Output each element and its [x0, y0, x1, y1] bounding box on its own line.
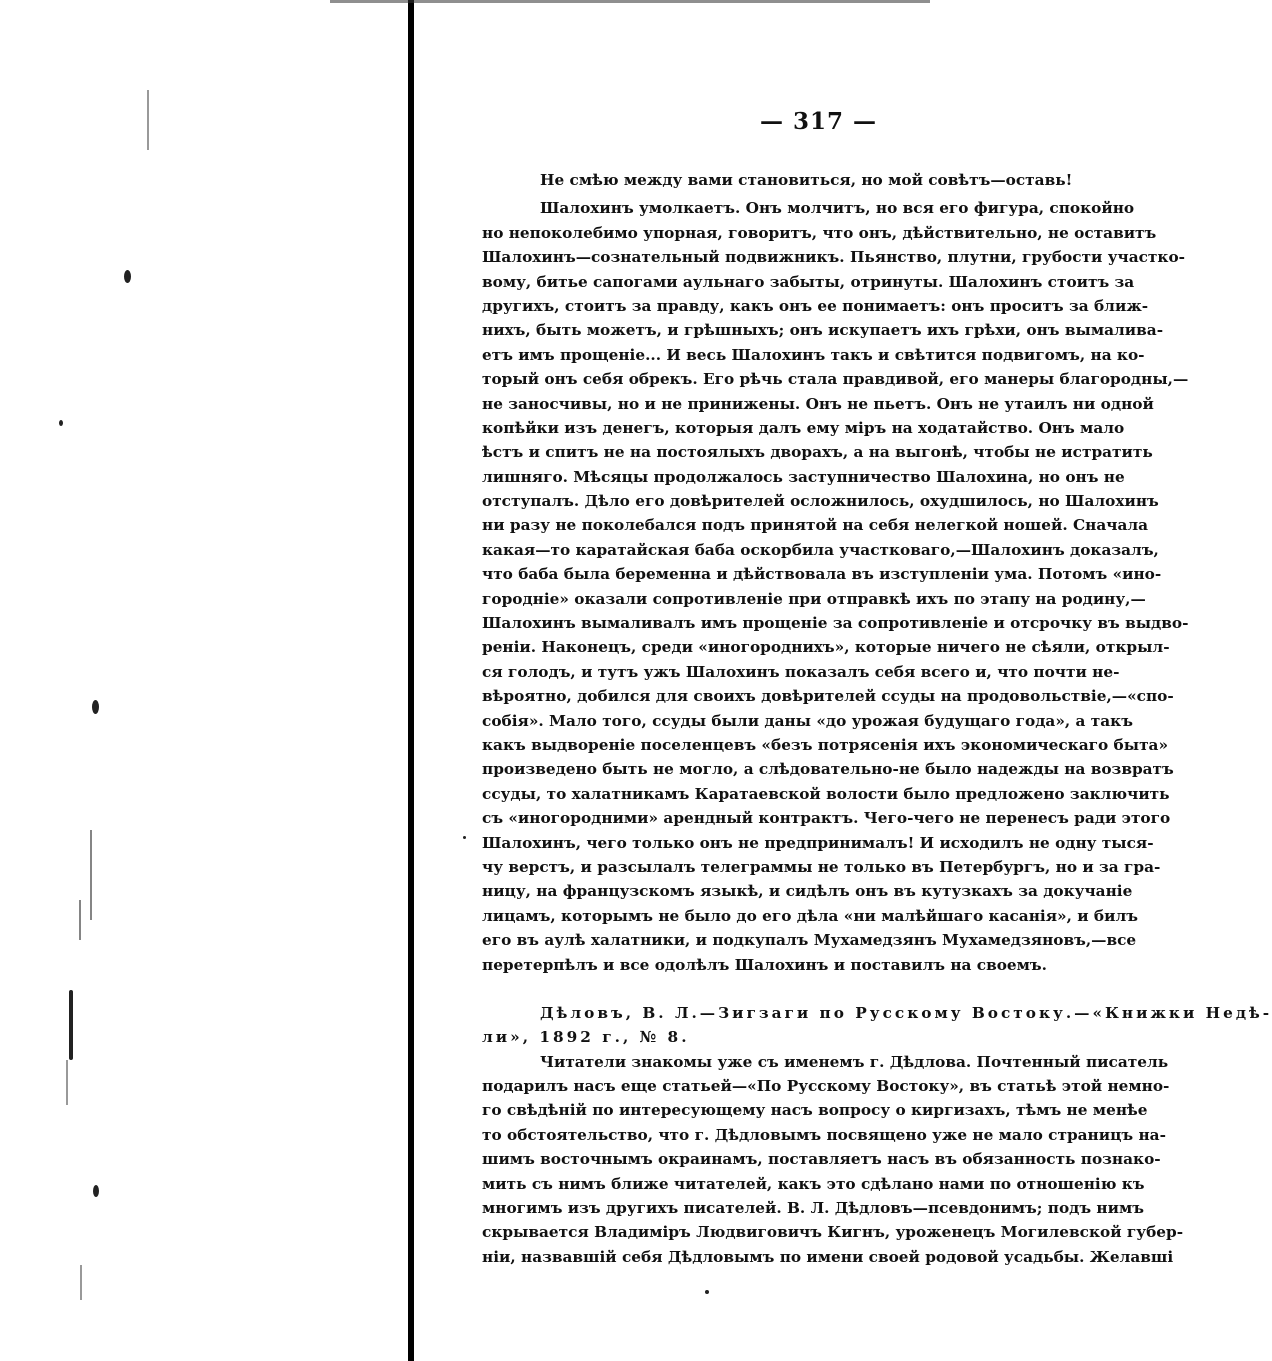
scan-speck: [93, 1185, 99, 1197]
text-line: многимъ изъ другихъ писателей. В. Л. Дѣдловъ—псевдонимъ; подъ нимъ: [482, 1199, 1144, 1218]
text-line: что баба была беременна и дѣйствовала въ изступленіи ума. Потомъ «ино-: [482, 565, 1162, 584]
text-line: какъ выдвореніе поселенцевъ «безъ потрясенія ихъ экономическаго быта»: [482, 735, 1169, 754]
text-line: перетерпѣлъ и все одолѣлъ Шалохинъ и поставилъ на своемъ.: [482, 955, 1047, 974]
text-line: то обстоятельство, что г. Дѣдловымъ посвящено уже не мало страницъ на-: [482, 1125, 1166, 1144]
text-line: нихъ, быть можетъ, и грѣшныхъ; онъ искупаетъ ихъ грѣхи, онъ вымалива-: [482, 321, 1164, 340]
text-line: торый онъ себя обрекъ. Его рѣчь стала правдивой, его манеры благородны,—: [482, 370, 1189, 389]
text-line: ѣстъ и спитъ не на постоялыхъ дворахъ, а на выгонѣ, чтобы не истратить: [482, 443, 1153, 462]
text-line: какая—то каратайская баба оскорбила участковаго,—Шалохинъ доказалъ,: [482, 540, 1159, 559]
text-line: копѣйки изъ денегъ, которыя далъ ему міръ на ходатайство. Онъ мало: [482, 418, 1125, 437]
text-line: чу верстъ, и разсылалъ телеграммы не только въ Петербургъ, но и за гра-: [482, 857, 1161, 876]
scan-streak: [66, 1060, 68, 1105]
top-scan-edge: [330, 0, 930, 3]
text-line: Шалохинъ вымаливалъ имъ прощеніе за сопротивленіе и отсрочку въ выдво-: [482, 614, 1189, 633]
text-line: реніи. Наконецъ, среди «иногороднихъ», которые ничего не сѣяли, открыл-: [482, 638, 1170, 657]
scan-streak: [147, 90, 149, 150]
text-line: съ «иногородними» арендный контрактъ. Чего-чего не перенесъ ради этого: [482, 809, 1171, 828]
scan-streak: [90, 830, 92, 920]
text-line: шимъ восточнымъ окраинамъ, поставляетъ насъ въ обязанность познако-: [482, 1150, 1161, 1169]
text-line: не заносчивы, но и не принижены. Онъ не пьетъ. Онъ не утаилъ ни одной: [482, 394, 1154, 413]
text-line: Не смѣю между вами становиться, но мой совѣтъ—оставь!: [540, 171, 1073, 189]
text-line: ссуды, то халатникамъ Каратаевской волости было предложено заключить: [482, 784, 1170, 803]
citation-line: Дѣловъ, В. Л.—Зигзаги по Русскому Востоку.—«Книжки Недѣ-: [540, 1003, 1272, 1022]
scan-speck: [59, 420, 63, 426]
text-line: другихъ, стоитъ за правду, какъ онъ ее понимаетъ: онъ проситъ за ближ-: [482, 296, 1149, 315]
text-line: вѣроятно, добился для своихъ довѣрителей ссуды на продовольствіе,—«спо-: [482, 687, 1174, 706]
text-line: ся голодъ, и тутъ ужъ Шалохинъ показалъ себя всего и, что почти не-: [482, 662, 1120, 681]
text-line: Шалохинъ умолкаетъ. Онъ молчитъ, но вся его фигура, спокойно: [540, 199, 1135, 218]
text-line: лицамъ, которымъ не было до его дѣла «ни малѣйшаго касанія», и билъ: [482, 906, 1138, 925]
text-line: подарилъ насъ еще статьей—«По Русскому Востоку», въ статьѣ этой немно-: [482, 1077, 1170, 1096]
book-binding-edge: [408, 0, 414, 1361]
text-line: Читатели знакомы уже съ именемъ г. Дѣдлова. Почтенный писатель: [540, 1052, 1169, 1071]
text-line: вому, битье сапогами аульнаго забыты, отринуты. Шалохинъ стоитъ за: [482, 272, 1135, 291]
scan-speck: [69, 990, 73, 1060]
text-line: скрывается Владиміръ Людвиговичъ Кигнъ, уроженецъ Могилевской губер-: [482, 1223, 1184, 1242]
scan-streak: [79, 900, 81, 940]
text-line: етъ имъ прощеніе... И весь Шалохинъ такъ и свѣтится подвигомъ, на ко-: [482, 345, 1145, 364]
text-line: лишняго. Мѣсяцы продолжалось заступничество Шалохина, но онъ не: [482, 467, 1125, 486]
citation-line: ли», 1892 г., № 8.: [482, 1028, 690, 1047]
text-line: ни разу не поколебался подъ принятой на себя нелегкой ношей. Сначала: [482, 516, 1149, 535]
text-line: собія». Мало того, ссуды были даны «до урожая будущаго года», а такъ: [482, 711, 1133, 730]
text-line: Шалохинъ—сознательный подвижникъ. Пьянство, плутни, грубости участко-: [482, 248, 1186, 267]
scan-speck: [124, 270, 131, 283]
text-line: го свѣдѣній по интересующему насъ вопросу о киргизахъ, тѣмъ не менѣе: [482, 1101, 1148, 1120]
page-body: [482, 168, 1272, 1269]
text-line: мить съ нимъ ближе читателей, какъ это сдѣлано нами по отношенію къ: [482, 1174, 1145, 1193]
text-line: ніи, назвавшій себя Дѣдловымъ по имени своей родовой усадьбы. Желавші: [482, 1247, 1174, 1266]
paragraph-gap: [482, 977, 1182, 1001]
text-line: его въ аулѣ халатники, и подкупалъ Мухамедзянъ Мухамедзяновъ,—все: [482, 931, 1137, 950]
left-page-margin: [0, 0, 408, 1361]
scan-speck: [705, 1290, 709, 1294]
text-line: отступалъ. Дѣло его довѣрителей осложнилось, охудшилось, но Шалохинъ: [482, 492, 1159, 511]
text-line: городніе» оказали сопротивленіе при отправкѣ ихъ по этапу на родину,—: [482, 589, 1146, 608]
text-line: Шалохинъ, чего только онъ не предпринималъ! И исходилъ не одну тыся-: [482, 833, 1154, 852]
text-line: ницу, на французскомъ языкѣ, и сидѣлъ онъ въ кутузкахъ за докучаніе: [482, 882, 1133, 901]
page-number: — 317 —: [760, 108, 878, 135]
scan-speck: [463, 836, 466, 839]
text-line: но непоколебимо упорная, говоритъ, что онъ, дѣйствительно, не оставитъ: [482, 223, 1157, 242]
scan-speck: [92, 700, 99, 714]
scan-streak: [80, 1265, 82, 1300]
text-line: произведено быть не могло, а слѣдовательно-не было надежды на возвратъ: [482, 760, 1174, 779]
